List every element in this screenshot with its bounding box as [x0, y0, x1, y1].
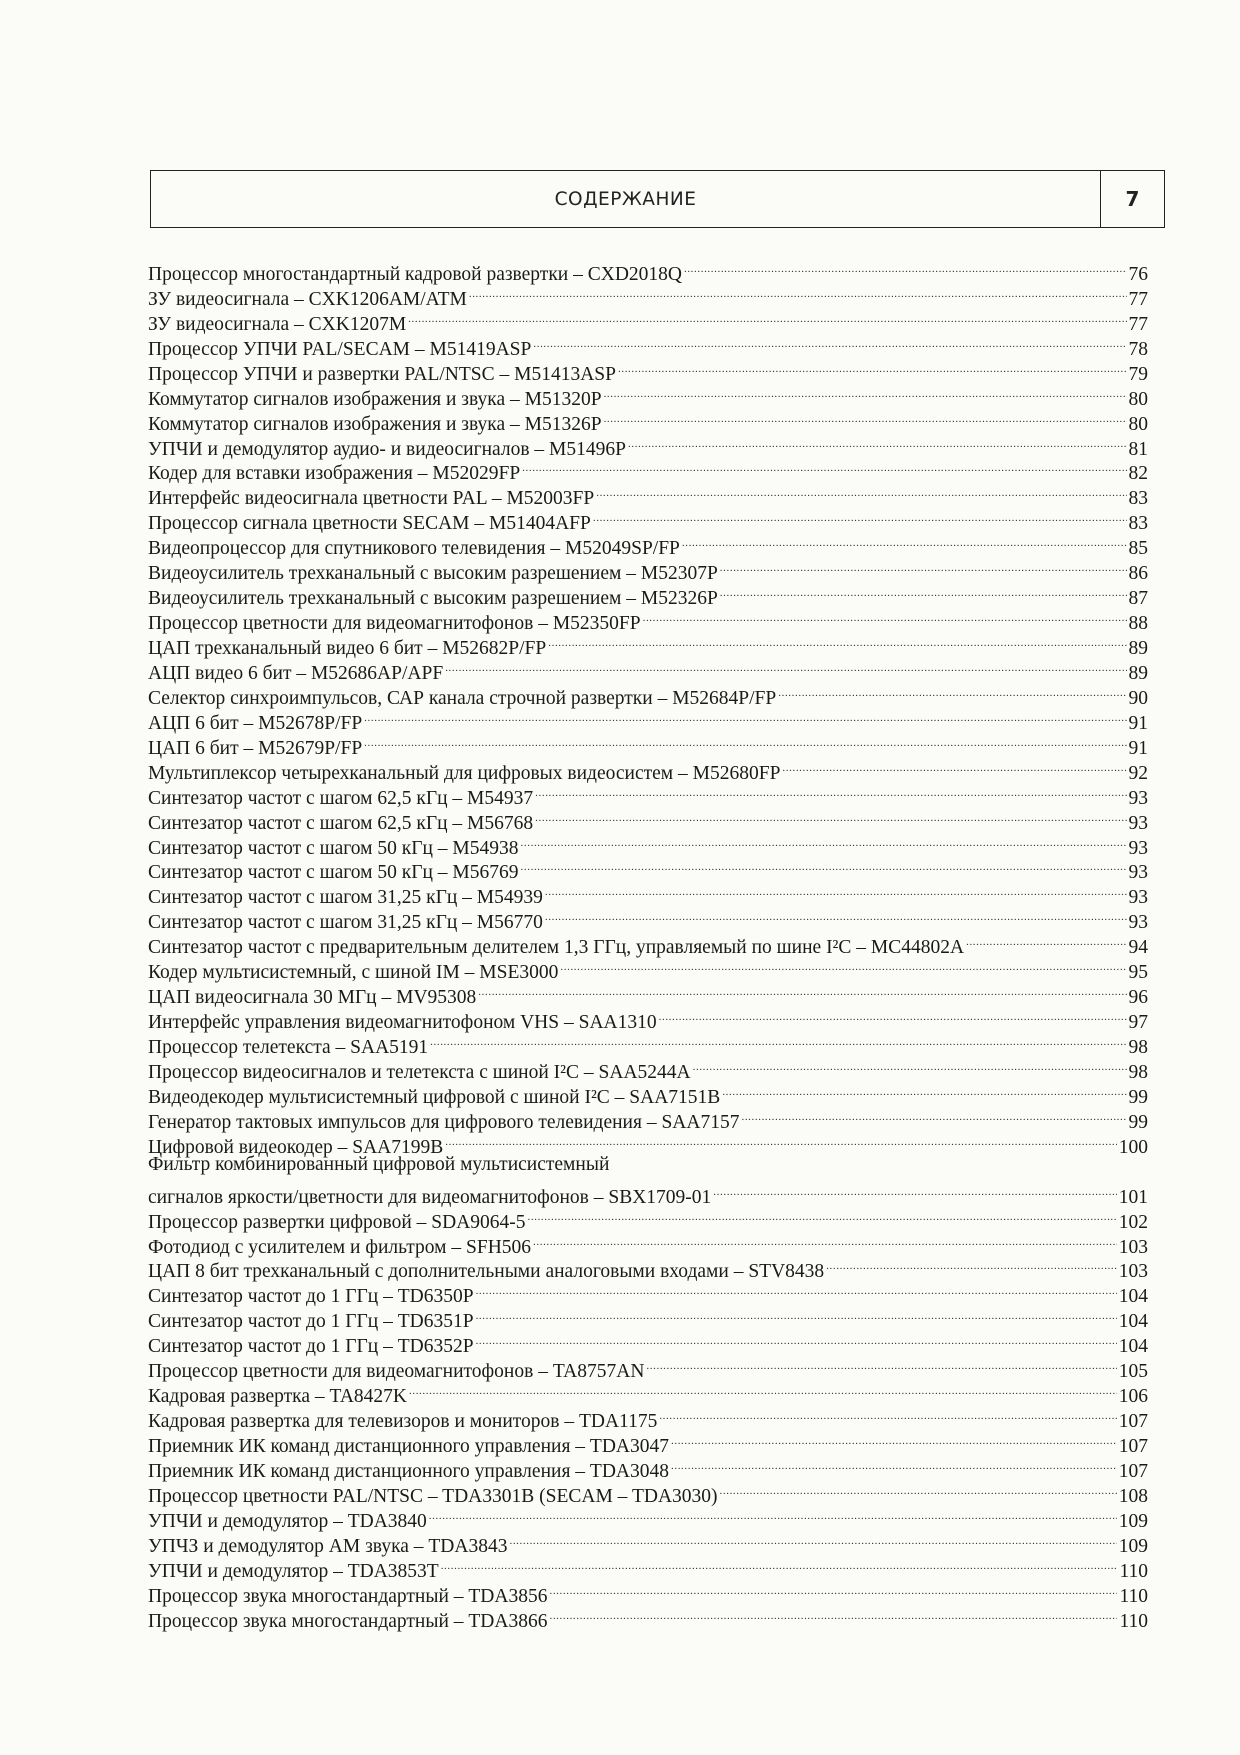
toc-entry-page: 102: [1118, 1211, 1148, 1233]
toc-entry-page: 103: [1118, 1236, 1148, 1258]
toc-entry-page: 109: [1118, 1510, 1148, 1532]
toc-entry-label: Процессор развертки цифровой – SDA9064-5: [148, 1211, 526, 1233]
toc-entry-label: Синтезатор частот до 1 ГГц – TD6352P: [148, 1336, 474, 1358]
toc-entry-label: Процессор сигнала цветности SECAM – M51404AFP: [148, 513, 591, 535]
dot-leader: [364, 729, 1126, 754]
toc-entry-label: Кадровая развертка – TA8427K: [148, 1386, 407, 1408]
toc-entry-label: Синтезатор частот с предварительным делителем 1,3 ГГц, управляемый по шине I²C – MC44802A: [148, 937, 965, 959]
toc-entry-label: Приемник ИК команд дистанционного управления – TDA3047: [148, 1436, 669, 1457]
dot-leader: [643, 604, 1127, 629]
dot-leader: [604, 380, 1127, 405]
toc-entry-page: 93: [1128, 862, 1148, 884]
toc-entry-label: Процессор звука многостандартный – TDA3856: [148, 1585, 548, 1607]
toc-entry-label: АЦП видео 6 бит – M52686AP/APF: [148, 662, 444, 684]
toc-entry-label: Видеоусилитель трехканальный с высоким разрешением – M52326P: [148, 588, 718, 610]
toc-entry-label: Синтезатор частот до 1 ГГц – TD6350P: [148, 1286, 474, 1308]
dot-leader: [548, 629, 1126, 654]
toc-entry-label: УПЧЗ и демодулятор АМ звука – TDA3843: [148, 1535, 508, 1557]
dot-leader: [549, 1577, 1117, 1602]
toc-entry-label: Синтезатор частот с шагом 31,25 кГц – M56770: [148, 912, 543, 934]
dot-leader: [713, 1178, 1116, 1203]
toc-entry-label: Цифровой видеокодер – SAA7199B: [148, 1136, 444, 1158]
toc-entry-label: Интерфейс видеосигнала цветности PAL – M52003FP: [148, 488, 595, 510]
dot-leader: [741, 1103, 1126, 1128]
toc-entry-page: 93: [1128, 837, 1148, 859]
toc-entry-label: Коммутатор сигналов изображения и звука – M51326P: [148, 413, 602, 435]
toc-entry-page: 107: [1118, 1411, 1148, 1433]
toc-entry-page: 89: [1128, 662, 1148, 684]
dot-leader: [528, 1203, 1117, 1228]
toc-entry-page: 101: [1118, 1186, 1148, 1208]
toc-entry-page: 103: [1118, 1261, 1148, 1283]
dot-leader: [430, 1028, 1126, 1053]
toc-entry-page: 94: [1128, 937, 1148, 959]
toc-entry-label: ЦАП 6 бит – M52679P/FP: [148, 737, 363, 759]
dot-leader: [521, 829, 1127, 854]
dot-leader: [445, 654, 1126, 679]
toc-entry-label: ЗУ видеосигнала – CXK1206AM/ATM: [148, 288, 467, 310]
dot-leader: [476, 1327, 1117, 1352]
toc-entry-page: 78: [1128, 338, 1148, 360]
dot-leader: [596, 479, 1126, 504]
dot-leader: [445, 1128, 1116, 1153]
toc-entry-label: Процессор звука многостандартный – TDA3866: [148, 1610, 548, 1632]
dot-leader: [628, 430, 1127, 455]
dot-leader: [720, 554, 1127, 579]
toc-entry-label: ЦАП трехканальный видео 6 бит – M52682P/FP: [148, 638, 547, 659]
toc-entry-label: ЦАП 8 бит трехканальный с дополнительными аналоговыми входами – STV8438: [148, 1261, 825, 1283]
toc-entry-page: 86: [1128, 563, 1148, 585]
toc-entry-label: Видеопроцессор для спутникового телевидения – M52049SP/FP: [148, 538, 680, 560]
toc-entry-page: 106: [1118, 1386, 1148, 1408]
toc-entry-page: 93: [1128, 912, 1148, 934]
dot-leader: [441, 1552, 1118, 1577]
toc-entry-first-line: Фильтр комбинированный цифровой мультисистемный: [148, 1153, 610, 1175]
page-number: 7: [1100, 171, 1164, 227]
dot-leader: [659, 1003, 1127, 1028]
running-header: [150, 170, 1165, 228]
dot-leader: [682, 529, 1127, 554]
dot-leader: [522, 455, 1126, 480]
toc-entry-page: 89: [1128, 638, 1148, 659]
toc-entry-label: Синтезатор частот с шагом 31,25 кГц – M54939: [148, 887, 543, 909]
toc-entry-label: Процессор цветности для видеомагнитофонов – M52350FP: [148, 613, 641, 635]
toc-entry-page: 107: [1118, 1460, 1148, 1482]
dot-leader: [408, 305, 1126, 330]
toc-entry-page: 99: [1128, 1111, 1148, 1133]
toc-entry-label: Коммутатор сигналов изображения и звука – M51320P: [148, 388, 602, 410]
toc-entry-label: Процессор многостандартный кадровой развертки – CXD2018Q: [148, 263, 682, 285]
dot-leader: [693, 1053, 1127, 1078]
dot-leader: [476, 1302, 1117, 1327]
toc-entry-page: 110: [1119, 1610, 1148, 1632]
toc-entry-page: 99: [1128, 1086, 1148, 1108]
toc-entry-page: 93: [1128, 812, 1148, 834]
toc-entry-label: Синтезатор частот с шагом 62,5 кГц – M56768: [148, 812, 534, 834]
toc-entry-label: Интерфейс управления видеомагнитофоном VHS – SAA1310: [148, 1012, 657, 1034]
toc-entry-page: 83: [1128, 488, 1148, 510]
toc-entry-label: Процессор УПЧИ и развертки PAL/NTSC – M51413ASP: [148, 363, 616, 385]
toc-entry-label: Синтезатор частот с шагом 50 кГц – M56769: [148, 862, 519, 884]
dot-leader: [671, 1427, 1117, 1452]
dot-leader: [618, 355, 1127, 380]
toc-entry-page: 79: [1128, 363, 1148, 385]
toc-entry-page: 77: [1128, 288, 1148, 310]
toc-entry-page: 97: [1128, 1012, 1148, 1034]
toc-entry-label: Синтезатор частот с шагом 62,5 кГц – M54937: [148, 787, 534, 809]
dot-leader: [684, 255, 1127, 280]
toc-entry-page: 104: [1118, 1286, 1148, 1308]
dot-leader: [478, 978, 1126, 1003]
toc-entry[interactable]: [148, 255, 1148, 285]
dot-leader: [509, 1527, 1116, 1552]
toc-entry-page: 110: [1119, 1585, 1148, 1607]
dot-leader: [533, 330, 1126, 355]
toc-entry-label: Фотодиод с усилителем и фильтром – SFH506: [148, 1236, 532, 1258]
table-of-contents: [148, 255, 1148, 1632]
dot-leader: [671, 1452, 1117, 1477]
toc-entry-label: Синтезатор частот до 1 ГГц – TD6351P: [148, 1311, 474, 1333]
toc-entry-label: Приемник ИК команд дистанционного управления – TDA3048: [148, 1460, 669, 1482]
toc-entry-label: Процессор цветности для видеомагнитофонов – TA8757AN: [148, 1361, 645, 1383]
dot-leader: [545, 878, 1127, 903]
toc-entry-page: 100: [1118, 1136, 1148, 1158]
toc-entry-label: Генератор тактовых импульсов для цифрового телевидения – SAA7157: [148, 1111, 740, 1133]
toc-entry-label: Процессор цветности PAL/NTSC – TDA3301B (SECAM – TDA3030): [148, 1485, 718, 1507]
section-title: СОДЕРЖАНИЕ: [554, 188, 697, 210]
toc-entry-label: Кодер мультисистемный, с шиной IM – MSE3000: [148, 962, 559, 984]
dot-leader: [545, 903, 1127, 928]
dot-leader: [966, 928, 1126, 953]
toc-entry-page: 110: [1119, 1560, 1148, 1582]
dot-leader: [782, 754, 1126, 779]
toc-entry-page: 83: [1128, 513, 1148, 535]
toc-entry-label: Видеоусилитель трехканальный с высоким разрешением – M52307P: [148, 563, 718, 585]
toc-entry-page: 98: [1128, 1037, 1148, 1058]
toc-entry-label: Мультиплексор четырехканальный для цифровых видеосистем – M52680FP: [148, 762, 781, 784]
dot-leader: [476, 1277, 1117, 1302]
toc-entry-label: УПЧИ и демодулятор аудио- и видеосигналов – M51496P: [148, 438, 626, 460]
toc-entry-page: 76: [1128, 263, 1148, 285]
toc-entry-label: Синтезатор частот с шагом 50 кГц – M54938: [148, 837, 519, 859]
dot-leader: [720, 1477, 1117, 1502]
toc-entry-label: УПЧИ и демодулятор – TDA3853T: [148, 1560, 439, 1582]
toc-entry-page: 91: [1128, 712, 1148, 734]
dot-leader: [593, 504, 1127, 529]
toc-entry-page: 95: [1128, 962, 1148, 984]
dot-leader: [604, 405, 1127, 430]
dot-leader: [364, 704, 1126, 729]
toc-entry-page: 104: [1118, 1336, 1148, 1358]
dot-leader: [533, 1228, 1117, 1253]
dot-leader: [535, 804, 1126, 829]
toc-entry-page: 81: [1128, 438, 1148, 460]
toc-entry-label: Процессор видеосигналов и телетекста с шиной I²C – SAA5244A: [148, 1061, 691, 1083]
toc-entry-page: 104: [1118, 1311, 1148, 1333]
toc-entry-page: 82: [1128, 463, 1148, 485]
toc-entry-label: ЗУ видеосигнала – CXK1207M: [148, 313, 407, 335]
dot-leader: [409, 1377, 1117, 1402]
toc-entry-page: 91: [1128, 737, 1148, 759]
toc-entry-page: 105: [1118, 1361, 1148, 1383]
toc-entry[interactable]: [148, 1178, 1148, 1208]
toc-entry-label: УПЧИ и демодулятор – TDA3840: [148, 1510, 427, 1532]
toc-entry-page: 93: [1128, 887, 1148, 909]
toc-entry-page: 107: [1118, 1436, 1148, 1457]
dot-leader: [549, 1602, 1117, 1627]
toc-entry-page: 85: [1128, 538, 1148, 560]
toc-entry-page: 92: [1128, 762, 1148, 784]
toc-entry-page: 87: [1128, 588, 1148, 610]
toc-entry-label: сигналов яркости/цветности для видеомагнитофонов – SBX1709-01: [148, 1186, 712, 1208]
toc-entry-page: 80: [1128, 388, 1148, 410]
dot-leader: [659, 1402, 1116, 1427]
dot-leader: [560, 953, 1126, 978]
toc-entry-page: 90: [1128, 687, 1148, 709]
dot-leader: [646, 1352, 1116, 1377]
toc-entry-page: 88: [1128, 613, 1148, 635]
toc-entry-label: АЦП 6 бит – M52678P/FP: [148, 712, 363, 734]
toc-entry-page: 77: [1128, 313, 1148, 335]
toc-entry-page: 80: [1128, 413, 1148, 435]
dot-leader: [521, 854, 1127, 879]
toc-entry-label: Процессор телетекста – SAA5191: [148, 1037, 429, 1058]
dot-leader: [429, 1502, 1117, 1527]
toc-entry-page: 96: [1128, 987, 1148, 1009]
toc-entry-label: Процессор УПЧИ PAL/SECAM – M51419ASP: [148, 338, 532, 360]
toc-group-1: [148, 255, 1148, 1158]
toc-entry-label: ЦАП видеосигнала 30 МГц – MV95308: [148, 987, 477, 1009]
dot-leader: [722, 1078, 1126, 1103]
dot-leader: [778, 679, 1126, 704]
toc-entry-label: Кадровая развертка для телевизоров и мониторов – TDA1175: [148, 1411, 658, 1433]
toc-entry-page: 109: [1118, 1535, 1148, 1557]
toc-entry-label: Селектор синхроимпульсов, САР канала строчной развертки – M52684P/FP: [148, 687, 777, 709]
dot-leader: [826, 1253, 1117, 1278]
toc-entry-page: 93: [1128, 787, 1148, 809]
toc-entry-label: Кодер для вставки изображения – M52029FP: [148, 463, 521, 485]
toc-entry-page: 98: [1128, 1061, 1148, 1083]
toc-entry-label: Видеодекодер мультисистемный цифровой с шиной I²C – SAA7151B: [148, 1086, 721, 1108]
dot-leader: [720, 579, 1127, 604]
toc-group-2: [148, 1203, 1148, 1632]
dot-leader: [535, 779, 1126, 804]
dot-leader: [469, 280, 1127, 305]
toc-entry-page: 108: [1118, 1485, 1148, 1507]
